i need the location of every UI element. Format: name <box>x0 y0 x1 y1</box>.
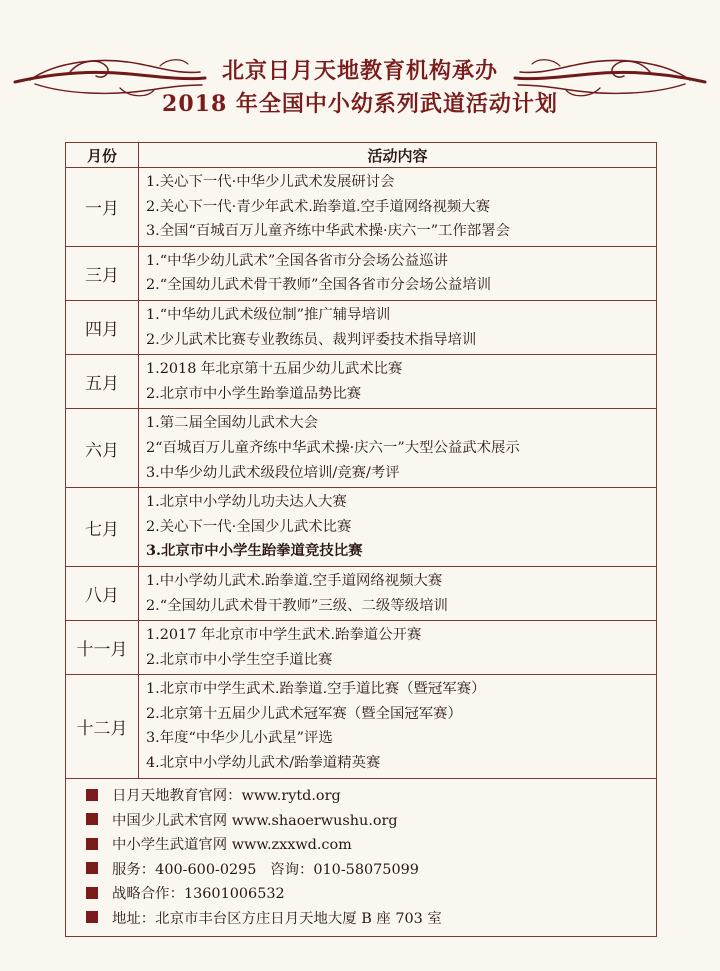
activity-item: 4.北京中小学幼儿武术/跆拳道精英赛 <box>146 755 381 772</box>
contact-item <box>86 832 656 857</box>
square-bullet-icon <box>86 887 98 899</box>
activity-item: 1.关心下一代·中华少儿武术发展研讨会 <box>146 174 395 190</box>
contact-item <box>86 905 656 930</box>
square-bullet-icon <box>86 813 98 825</box>
table-row <box>66 355 657 409</box>
month-cell: 三月 <box>66 246 139 300</box>
contact-text: 地址：北京市丰台区方庄日月天地大厦 B 座 703 室 <box>112 910 442 927</box>
column-header-month: 月份 <box>66 143 139 168</box>
activity-item: 1.“中华少幼儿武术”全国各省市分会场公益巡讲 <box>146 252 448 269</box>
contact-text: 日月天地教育官网：www.rytd.org <box>112 788 341 805</box>
page-title-line2: 2018 年全国中小幼系列武道活动计划 <box>162 91 558 117</box>
table-row <box>66 675 657 778</box>
header <box>0 0 720 130</box>
month-cell: 十二月 <box>66 675 139 778</box>
activity-item: 2.少儿武术比赛专业教练员、裁判评委技术指导培训 <box>146 331 477 348</box>
contact-item <box>86 856 656 881</box>
activity-item: 2.北京市中小学生跆拳道品势比赛 <box>146 385 362 402</box>
activity-item: 2.关心下一代·全国少儿武术比赛 <box>146 518 352 535</box>
square-bullet-icon <box>86 838 98 850</box>
activities-cell <box>139 168 657 247</box>
contact-item <box>86 807 656 832</box>
table-row <box>66 566 657 620</box>
table-row <box>66 246 657 300</box>
activities-cell <box>139 675 657 778</box>
square-bullet-icon <box>86 911 98 923</box>
activity-item: 1.北京市中学生武术.跆拳道.空手道比赛（暨冠军赛） <box>146 681 486 698</box>
contact-text: 中小学生武道官网 www.zxxwd.com <box>112 837 352 854</box>
square-bullet-icon <box>86 789 98 801</box>
contact-info-cell <box>66 778 657 936</box>
activities-cell <box>139 409 657 488</box>
month-cell: 一月 <box>66 168 139 247</box>
activity-item: 3.北京市中小学生跆拳道竞技比赛 <box>146 542 363 560</box>
activities-cell <box>139 488 657 567</box>
activity-item: 2.关心下一代·青少年武术.跆拳道.空手道网络视频大赛 <box>146 198 491 215</box>
activities-cell <box>139 621 657 675</box>
month-cell: 六月 <box>66 409 139 488</box>
activity-item: 1.“中华幼儿武术级位制”推广辅导培训 <box>146 306 391 323</box>
square-bullet-icon <box>86 862 98 874</box>
activity-item: 1.2017 年北京市中学生武术.跆拳道公开赛 <box>146 627 422 644</box>
activity-plan-table <box>65 142 657 937</box>
contact-item <box>86 881 656 906</box>
activity-item: 1.北京中小学幼儿功夫达人大赛 <box>146 494 347 511</box>
contact-info-row <box>66 778 657 936</box>
activity-item: 1.中小学幼儿武术.跆拳道.空手道网络视频大赛 <box>146 572 443 589</box>
column-header-content: 活动内容 <box>139 143 657 168</box>
contact-text: 服务：400-600-0295 咨询：010-58075099 <box>112 861 419 878</box>
table-row <box>66 168 657 247</box>
activities-cell <box>139 246 657 300</box>
contact-text: 战略合作：13601006532 <box>112 886 285 903</box>
month-cell: 四月 <box>66 300 139 354</box>
contact-item <box>86 783 656 808</box>
month-cell: 五月 <box>66 355 139 409</box>
table-header-row <box>66 143 657 168</box>
activity-item: 2.北京市中小学生空手道比赛 <box>146 651 333 668</box>
page-title-line1: 北京日月天地教育机构承办 <box>221 58 498 84</box>
table-row <box>66 621 657 675</box>
activity-item: 2.“全国幼儿武术骨干教师”三级、二级等级培训 <box>146 597 448 614</box>
month-cell: 七月 <box>66 488 139 567</box>
activities-cell <box>139 300 657 354</box>
table-row <box>66 409 657 488</box>
activity-item: 3.年度“中华少儿小武星”评选 <box>146 730 333 747</box>
month-cell: 八月 <box>66 566 139 620</box>
activities-cell <box>139 566 657 620</box>
table-row <box>66 488 657 567</box>
activity-item: 2.“全国幼儿武术骨干教师”全国各省市分会场公益培训 <box>146 277 492 294</box>
month-cell: 十一月 <box>66 621 139 675</box>
activity-item: 1.2018 年北京第十五届少幼儿武术比赛 <box>146 361 403 378</box>
activity-item: 2“百城百万儿童齐练中华武术操·庆六一”大型公益武术展示 <box>146 439 520 456</box>
activity-item: 1.第二届全国幼儿武术大会 <box>146 415 319 432</box>
activities-cell <box>139 355 657 409</box>
contact-text: 中国少儿武术官网 www.shaoerwushu.org <box>112 812 398 829</box>
activity-item: 2.北京第十五届少儿武术冠军赛（暨全国冠军赛） <box>146 705 462 722</box>
table-row <box>66 300 657 354</box>
activity-item: 3.中华少幼儿武术级段位培训/竞赛/考评 <box>146 464 400 481</box>
activity-item: 3.全国“百城百万儿童齐练中华武术操·庆六一”工作部署会 <box>146 223 511 240</box>
